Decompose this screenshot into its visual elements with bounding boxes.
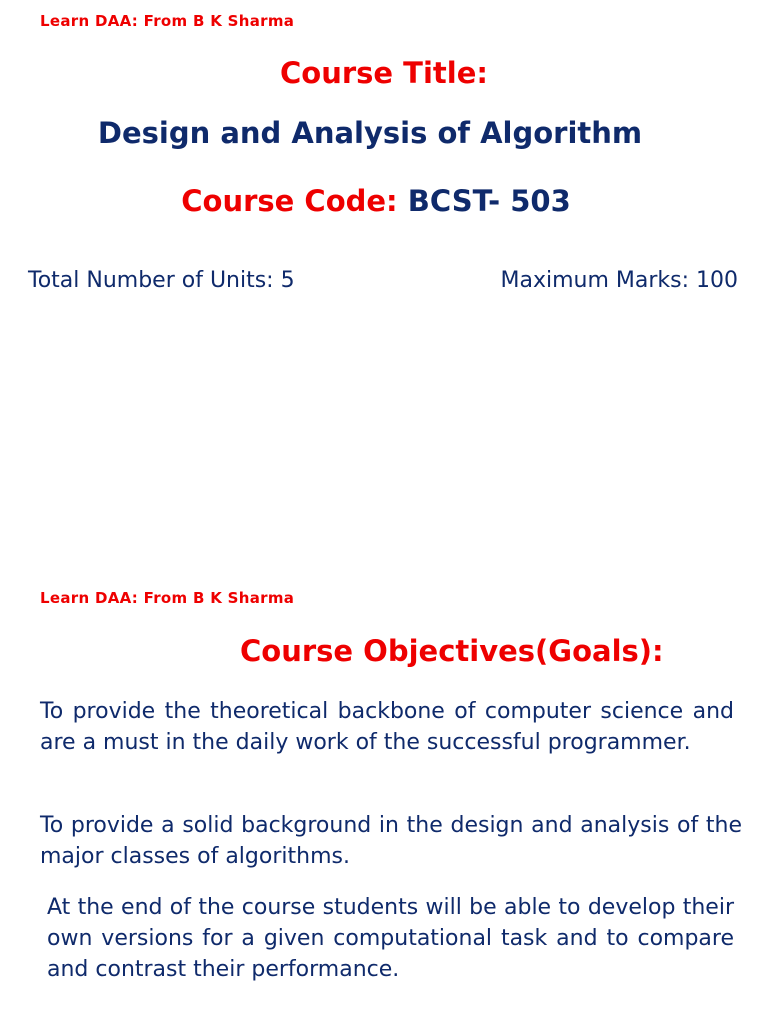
- course-title-label: Course Title:: [280, 56, 488, 90]
- course-name: Design and Analysis of Algorithm: [97, 116, 643, 150]
- maximum-marks: Maximum Marks: 100: [500, 268, 738, 293]
- slide-header: Learn DAA: From B K Sharma: [40, 589, 295, 607]
- course-code-label: Course Code:: [181, 184, 398, 218]
- objectives-title: Course Objectives(Goals):: [240, 634, 664, 668]
- objective-paragraph: To provide the theoretical backbone of computer science and are a must in the daily work of the successful programmer.: [40, 699, 734, 755]
- slide-header: Learn DAA: From B K Sharma: [40, 12, 295, 30]
- slide-course-objectives: [0, 580, 768, 1024]
- objective-paragraph: At the end of the course students will be able to develop their own versions for a given computational task and to compare and contrast their performance.: [47, 895, 734, 982]
- course-code-value: BCST- 503: [407, 184, 571, 218]
- objective-paragraph: To provide a solid background in the design and analysis of the major classes of algorithms.: [40, 813, 742, 869]
- course-code-line: [0, 184, 752, 218]
- total-units: Total Number of Units: 5: [28, 268, 295, 293]
